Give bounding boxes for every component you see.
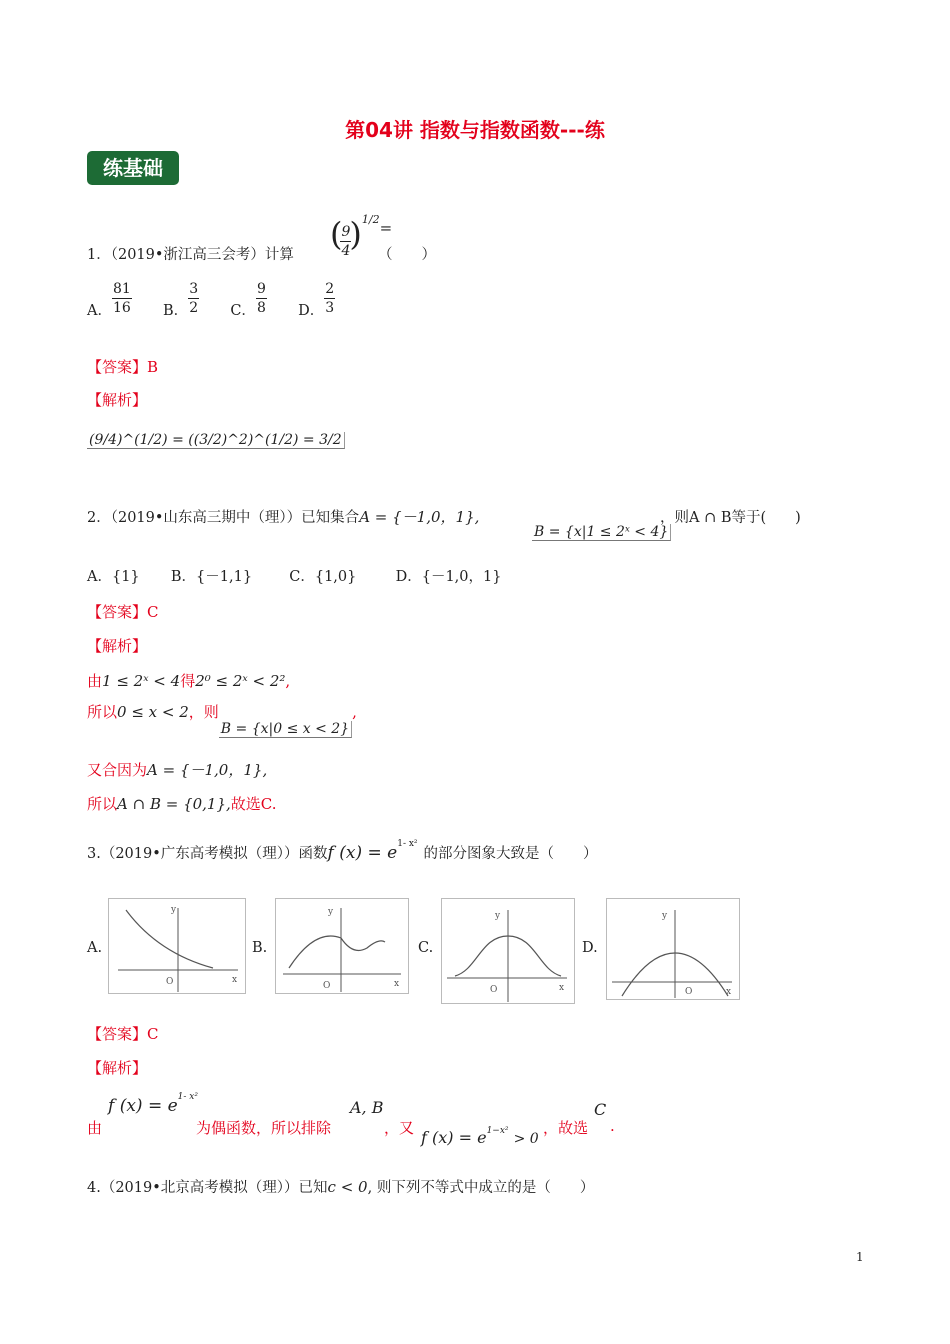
q3-solution-also: ，又 bbox=[384, 1119, 415, 1137]
q3-graph-b[interactable] bbox=[275, 898, 409, 994]
q3-answer: 【答案】C bbox=[87, 1025, 159, 1043]
graph-c-y-label: y bbox=[495, 911, 501, 921]
q2-set-b: B = {x|1 ≤ 2ˣ < 4} bbox=[532, 524, 671, 541]
q1-option-c[interactable]: C． $\frac{9}{8}$ bbox=[230, 281, 266, 319]
q1-analysis-label: 【解析】 bbox=[87, 391, 148, 409]
q1-option-d[interactable]: D． $\frac{2}{3}$ bbox=[298, 281, 335, 319]
q3-option-b-label[interactable]: B. bbox=[252, 940, 268, 956]
q3-solution-ab: A, B bbox=[350, 1098, 384, 1117]
q3-solution-f: f $(x) = e^{1- x^2}$ bbox=[108, 1092, 198, 1116]
q1-stem: 1．（2019•浙江高三会考）计算 bbox=[87, 247, 294, 263]
q2-solution-line-2: 所以0 ≤ x < 2，则B = {x|0 ≤ x < 2}, bbox=[87, 703, 357, 737]
q3-option-d-label[interactable]: D. bbox=[582, 940, 598, 956]
q2-tail: ，则A ∩ B等于( ) bbox=[660, 510, 801, 526]
q3-solution-choose: ，故选 bbox=[543, 1119, 589, 1137]
q3-analysis-label: 【解析】 bbox=[87, 1059, 148, 1077]
q3-solution-end: . bbox=[610, 1117, 615, 1135]
q2-solution-line-4: 所以A ∩ B = {0,1},故选C. bbox=[87, 795, 277, 813]
q2-analysis-label: 【解析】 bbox=[87, 637, 148, 655]
graph-c-x-label: x bbox=[559, 983, 565, 993]
graph-c-origin: O bbox=[490, 985, 498, 995]
q2-answer: 【答案】C bbox=[87, 603, 159, 621]
q3-graph-d[interactable] bbox=[606, 898, 740, 1000]
graph-d-x-label: x bbox=[726, 987, 732, 997]
graph-d-origin: O bbox=[685, 987, 693, 997]
q1-option-a[interactable]: A． $\frac{81}{16}$ bbox=[87, 281, 131, 319]
q2-option-a[interactable]: A．{1} bbox=[87, 569, 140, 585]
q3-solution-c: C bbox=[594, 1100, 607, 1119]
graph-d-y-label: y bbox=[662, 911, 668, 921]
graph-a-y-label: y bbox=[171, 905, 177, 915]
graph-b-x-label: x bbox=[394, 979, 400, 989]
q3-option-a-label[interactable]: A. bbox=[87, 940, 103, 956]
q1-expression: ( $\frac{9}{4}$ )$^{1/2}$= bbox=[330, 213, 393, 259]
q1-paren: （ ） bbox=[378, 247, 436, 263]
q1-solution: (9/4)^(1/2) = ((3/2)^2)^(1/2) = 3/2 bbox=[87, 432, 345, 449]
graph-b-origin: O bbox=[323, 981, 331, 991]
q3-solution-mid: 为偶函数，所以排除 bbox=[196, 1119, 332, 1137]
q2-option-c[interactable]: C．{1,0} bbox=[289, 569, 357, 585]
q2-solution-line-3: 又合因为A = {－1,0，1}, bbox=[87, 761, 268, 779]
q1-option-b[interactable]: B． $\frac{3}{2}$ bbox=[163, 281, 199, 319]
page-title: 第04讲 指数与指数函数---练 bbox=[345, 118, 605, 142]
q4-stem: 4.（2019•北京高考模拟（理））已知c < 0, 则下列不等式中成立的是（ ） bbox=[87, 1178, 595, 1196]
q3-option-c-label[interactable]: C. bbox=[418, 940, 434, 956]
section-badge: 练基础 bbox=[87, 151, 179, 185]
page-number: 1 bbox=[856, 1250, 864, 1264]
q2-option-d[interactable]: D．{－1,0，1} bbox=[395, 569, 502, 585]
q2-solution-line-1: 由1 ≤ 2ˣ < 4得2⁰ ≤ 2ˣ < 2², bbox=[87, 672, 291, 690]
q3-graph-a[interactable] bbox=[108, 898, 246, 994]
q3-graph-c[interactable] bbox=[441, 898, 575, 1004]
q3-solution-pre: 由 bbox=[87, 1119, 103, 1137]
q3-solution-f2: f $(x) = e^{1-x^2} > 0$ bbox=[421, 1126, 539, 1147]
q1-answer: 【答案】B bbox=[87, 358, 159, 376]
q2-stem: 2．（2019•山东高三期中（理））已知集合A = {－1,0，1}, bbox=[87, 508, 480, 526]
q3-stem: 3.（2019•广东高考模拟（理））函数f $(x) = e^{1- x^2}$的部分图象大致是（ ） bbox=[87, 839, 598, 863]
q2-options bbox=[87, 565, 501, 586]
graph-b-y-label: y bbox=[328, 907, 334, 917]
graph-a-origin: O bbox=[166, 977, 174, 987]
q1-options bbox=[87, 281, 335, 329]
graph-a-x-label: x bbox=[232, 975, 238, 985]
q2-option-b[interactable]: B．{－1,1} bbox=[170, 569, 253, 585]
